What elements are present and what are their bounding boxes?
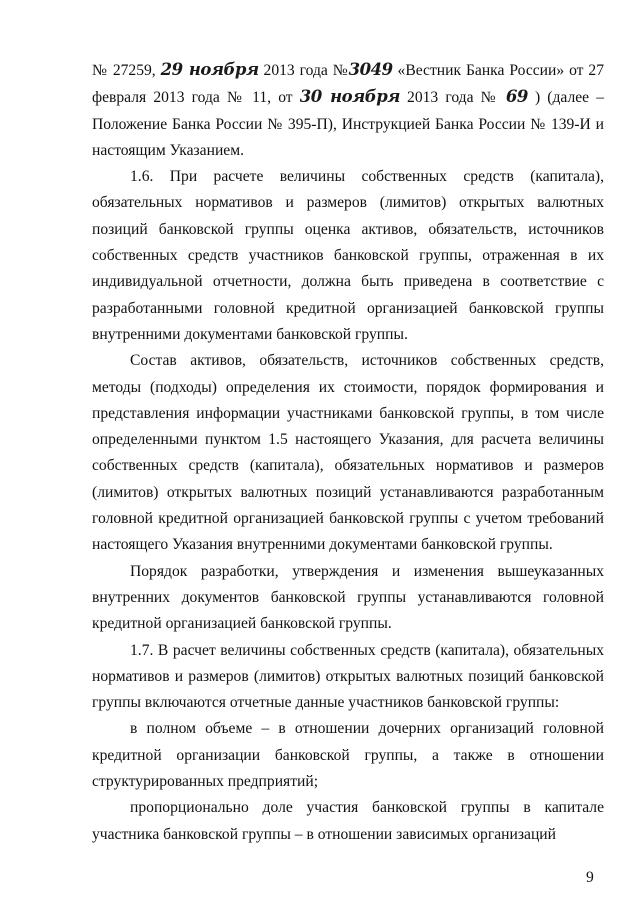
- paragraph-procedure: Порядок разработки, утверждения и изменения вышеуказанных внутренних документов банковской группы устанавливаются головной кредитной организацией банковской группы.: [92, 562, 604, 633]
- p1-text-e: ) (далее – Положение Банка России № 395-П), Инструкцией Банка России № 139-И и настоящим Указанием.: [92, 89, 604, 159]
- p1-text-b: 2013 года №: [258, 62, 349, 79]
- paragraph-full-volume: в полном объеме – в отношении дочерних организаций головной кредитной организации банковской группы, а также в отношении структурированных предприятий;: [92, 720, 604, 791]
- handwritten-number-2: 69: [505, 87, 528, 107]
- p1-text-c: «Вестник Банка России» от 27 февраля 2013 года № 11, от: [92, 62, 604, 107]
- document-body: [92, 57, 604, 848]
- handwritten-date-2: 30 ноября: [299, 87, 400, 107]
- paragraph-proportional: пропорционально доле участия банковской группы в капитале участника банковской группы – в отношении зависимых организаций: [92, 799, 604, 843]
- p1-text-a: № 27259,: [92, 62, 161, 79]
- p1-text-d: 2013 года №: [399, 89, 506, 107]
- paragraph-composition: Состав активов, обязательств, источников собственных средств, методы (подходы) определения их стоимости, порядок формирования и представления информации участниками банковской группы, в том числе определенными пунктом 1.5 настоящего Указания, для расчета величины собственных средств (капитала), обязательных нормативов и размеров (лимитов) открытых валютных позиций устанавливаются разработанным головной кредитной организацией банковской группы с учетом требований настоящего Указания внутренними документами банковской группы.: [92, 352, 604, 554]
- paragraph-1-6: 1.6. При расчете величины собственных средств (капитала), обязательных нормативов и размеров (лимитов) открытых валютных позиций банковской группы оценка активов, обязательств, источников собственных средств участников банковской группы, отраженная в их индивидуальной отчетности, должна быть приведена в соответствие с разработанными головной кредитной организацией банковской группы внутренними документами банковской группы.: [92, 168, 604, 343]
- paragraph-1: [92, 57, 604, 164]
- handwritten-date-1: 29 ноября: [160, 60, 259, 79]
- paragraph-1-7: 1.7. В расчет величины собственных средств (капитала), обязательных нормативов и размеров (лимитов) открытых валютных позиций банковской группы включаются отчетные данные участников банковской группы:: [92, 641, 604, 712]
- page-number: 9: [586, 869, 594, 886]
- handwritten-number-1: 3049: [348, 60, 393, 79]
